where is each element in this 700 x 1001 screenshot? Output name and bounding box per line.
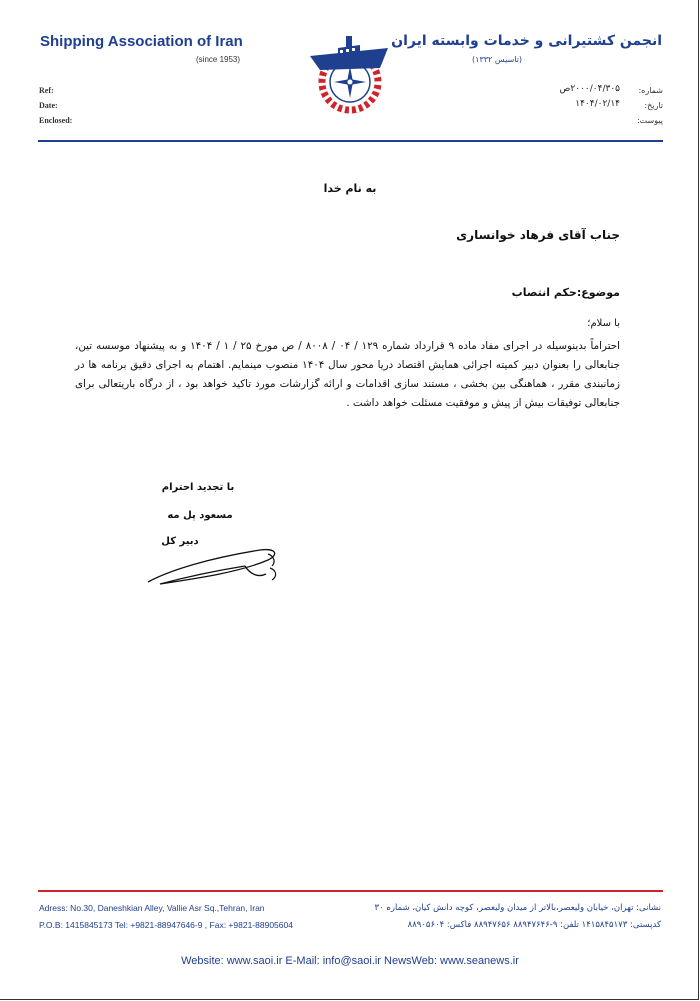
date-label-en: Date: [39, 101, 58, 110]
address-en: Adress: No.30, Daneshkian Alley, Vallie Asr Sq.,Tehran, Iran [39, 903, 265, 913]
since-en: (since 1953) [196, 55, 241, 64]
web-contacts: Website: www.saoi.ir E-Mail: info@saoi.ir NewsWeb: www.seanews.ir [181, 955, 519, 967]
org-name-fa: انجمن کشتیرانی و خدمات وابسته ایران [391, 33, 662, 49]
date-value: ۱۴۰۴/۰۲/۱۴ [575, 99, 620, 109]
handwritten-signature [140, 540, 290, 590]
ref-value: ۲۰۰۰/۰۴/۳۰۵ص [559, 84, 620, 94]
ref-label-en: Ref: [39, 86, 54, 95]
since-fa: (تاسیس ۱۳۳۲) [472, 55, 522, 64]
header-rule [38, 140, 663, 142]
ship-logo-icon [300, 28, 400, 116]
subject: موضوع:حکم انتصاب [511, 286, 620, 299]
basmala: به نام خدا [323, 182, 377, 195]
pob-fa: کدپستی: ۱۴۱۵۸۴۵۱۷۳ تلفن: ۹-۸۸۹۴۷۶۴۶ ۸۸۹۴۷۶۵۶ فاکس: ۸۸۹۰۵۶۰۴ [407, 920, 661, 930]
org-name-en: Shipping Association of Iran [40, 33, 243, 50]
greeting: با سلام؛ [587, 318, 620, 329]
address-fa: نشانی: تهران، خیابان ولیعصر،بالاتر از میدان ولیعصر، کوچه دانش کیان، شماره ۳۰ [374, 903, 661, 913]
date-label-fa: تاریخ: [644, 101, 663, 110]
footer-rule [38, 890, 663, 892]
recipient: جناب آقای فرهاد خوانساری [456, 228, 620, 242]
closing: با تجدید احترام [161, 482, 235, 493]
signer-title: دبیر کل [161, 536, 199, 547]
letter-body: احتراماً بدینوسیله در اجرای مفاد ماده ۹ قرارداد شماره ۱۲۹ / ۰۴ / ۸۰۰۸ / ص مورخ ۲۵ / ۱ / ۱۴۰۴ و به پیشنهاد موسسه تین، جنابعالی را بعنوان دبیر کمیته اجرائی همایش اقتصاد دریا محور سال ۱۴۰۴ منصوب مینمایم. اهتمام به اجرای دقیق برنامه ها در زمانبندی مقرر ، هماهنگی بین بخشی ، مستند سازی اقدامات و ارائه گزارشات مورد تاکید خواهد بود ، از درگاه باریتعالی برای جنابعالی توفیقات بیش از پیش و موفقیت مسئلت خواهد داشت . [75, 340, 621, 409]
pob-en: P.O.B: 1415845173 Tel: +9821-88947646-9 , Fax: +9821-88905604 [39, 920, 293, 930]
signer-name: مسعود پل مه [167, 510, 233, 521]
ref-label-fa: شماره: [638, 86, 663, 95]
enclosed-label-fa: پیوست: [636, 116, 663, 125]
enclosed-label-en: Enclosed: [39, 116, 73, 125]
